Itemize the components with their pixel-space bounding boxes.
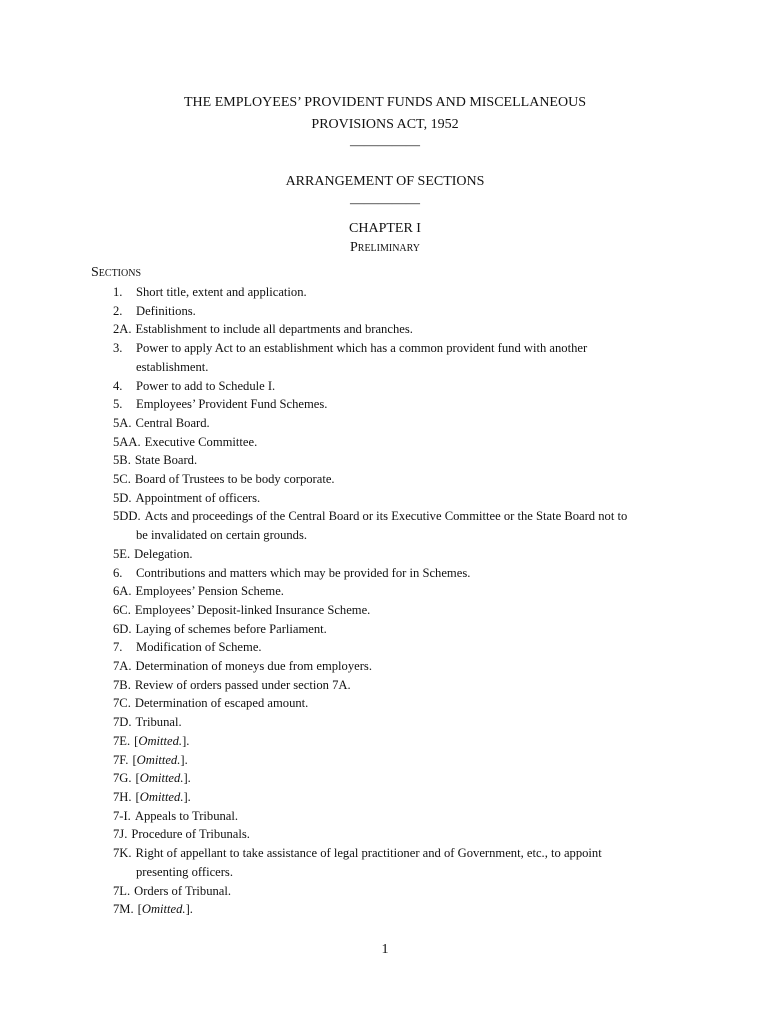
section-title: Delegation. [134,546,193,561]
title-rule: ————— [350,138,420,153]
section-title-continued: presenting officers. [136,864,233,879]
section-number: 1. [113,285,123,299]
section-title: Power to add to Schedule I. [136,378,276,393]
act-title-line-1: THE EMPLOYEES’ PROVIDENT FUNDS AND MISCELLANEOUS [184,95,586,110]
section-title: Laying of schemes before Parliament. [135,621,327,636]
section-entry [113,433,693,452]
section-entry [113,638,693,657]
section-title: State Board. [134,453,198,468]
section-entry [113,620,693,639]
sections-list [113,283,693,919]
arrangement-rule: ————— [350,196,420,211]
section-title: [Omitted.]. [137,902,193,917]
section-title: Employees’ Pension Scheme. [135,584,284,599]
section-title: Determination of moneys due from employers. [135,659,372,674]
section-entry [113,489,693,508]
section-title: Determination of escaped amount. [134,696,309,711]
section-title: Power to apply Act to an establishment which has a common provident fund with another [136,341,588,356]
section-title: Appeals to Tribunal. [134,808,239,823]
section-title: Establishment to include all departments and branches. [135,322,413,337]
section-title: Short title, extent and application. [136,285,307,299]
section-number: 7-I. [113,808,131,823]
section-entry [113,788,693,807]
section-entry [113,676,693,695]
section-entry [113,844,693,881]
section-number: 5A. [113,415,132,430]
section-entry [113,564,693,583]
section-number: 7M. [113,902,134,917]
section-number: 7G. [113,771,132,786]
section-number: 6. [113,565,123,580]
section-entry [113,339,693,376]
section-number: 7H. [113,789,132,804]
section-number: 5B. [113,453,131,468]
section-title: Central Board. [135,415,210,430]
section-title: Procedure of Tribunals. [131,827,250,842]
section-title: Modification of Scheme. [136,640,262,655]
sections-label: Sections [91,265,142,280]
arrangement-heading: ARRANGEMENT OF SECTIONS [285,174,485,189]
section-number: 7B. [113,677,131,692]
section-number: 5DD. [113,509,141,524]
section-number: 7L. [113,883,131,898]
section-number: 2. [113,303,123,318]
section-title: Contributions and matters which may be provided for in Schemes. [136,565,471,580]
section-number: 7J. [113,827,128,842]
section-number: 7F. [113,752,129,767]
section-title: [Omitted.]. [135,771,191,786]
section-entry [113,507,693,544]
section-number: 2A. [113,322,132,337]
section-number: 6D. [113,621,132,636]
section-title-continued: be invalidated on certain grounds. [136,528,308,543]
section-number: 7. [113,640,123,655]
section-entry [113,470,693,489]
section-entry [113,657,693,676]
section-entry [113,451,693,470]
section-title: [Omitted.]. [132,752,188,767]
section-entry [113,732,693,751]
section-title: Executive Committee. [144,434,258,449]
section-number: 5D. [113,490,132,505]
section-title: Employees’ Provident Fund Schemes. [136,397,328,412]
section-number: 7C. [113,696,131,711]
section-entry [113,545,693,564]
section-entry [113,713,693,732]
section-title: Appointment of officers. [135,490,261,505]
section-entry [113,769,693,788]
chapter-heading: CHAPTER I [349,221,421,236]
section-entry [113,900,693,919]
section-entry [113,601,693,620]
section-entry [113,582,693,601]
section-number: 5E. [113,546,131,561]
section-entry [113,414,693,433]
section-number: 5C. [113,472,131,487]
section-title: Definitions. [136,303,196,318]
section-number: 7A. [113,659,132,674]
section-title: Orders of Tribunal. [134,883,232,898]
section-title: Right of appellant to take assistance of legal practitioner and of Government, etc., to appoint [135,846,602,861]
act-title-line-2: PROVISIONS ACT, 1952 [311,117,459,132]
section-entry [113,395,693,414]
section-number: 7E. [113,733,131,748]
page-number: 1 [381,942,389,957]
section-title: Tribunal. [135,715,182,730]
section-title: Employees’ Deposit-linked Insurance Scheme. [134,602,371,617]
section-entry [113,320,693,339]
section-entry [113,283,693,302]
section-entry [113,302,693,321]
section-title: Review of orders passed under section 7A. [134,677,351,692]
section-number: 4. [113,378,123,393]
section-number: 5. [113,397,123,412]
section-entry [113,807,693,826]
section-entry [113,694,693,713]
section-entry [113,882,693,901]
section-number: 6C. [113,602,131,617]
section-title: Board of Trustees to be body corporate. [134,472,335,487]
section-entry [113,825,693,844]
section-number: 7K. [113,846,132,861]
section-entry [113,751,693,770]
section-title-continued: establishment. [136,359,209,374]
section-entry [113,377,693,396]
section-number: 6A. [113,584,132,599]
section-title: [Omitted.]. [134,733,190,748]
section-title: Acts and proceedings of the Central Board or its Executive Committee or the State Board not to [144,509,628,524]
section-number: 7D. [113,715,132,730]
section-title: [Omitted.]. [135,789,191,804]
section-number: 5AA. [113,434,141,449]
chapter-title: Preliminary [349,240,420,255]
section-number: 3. [113,341,123,356]
